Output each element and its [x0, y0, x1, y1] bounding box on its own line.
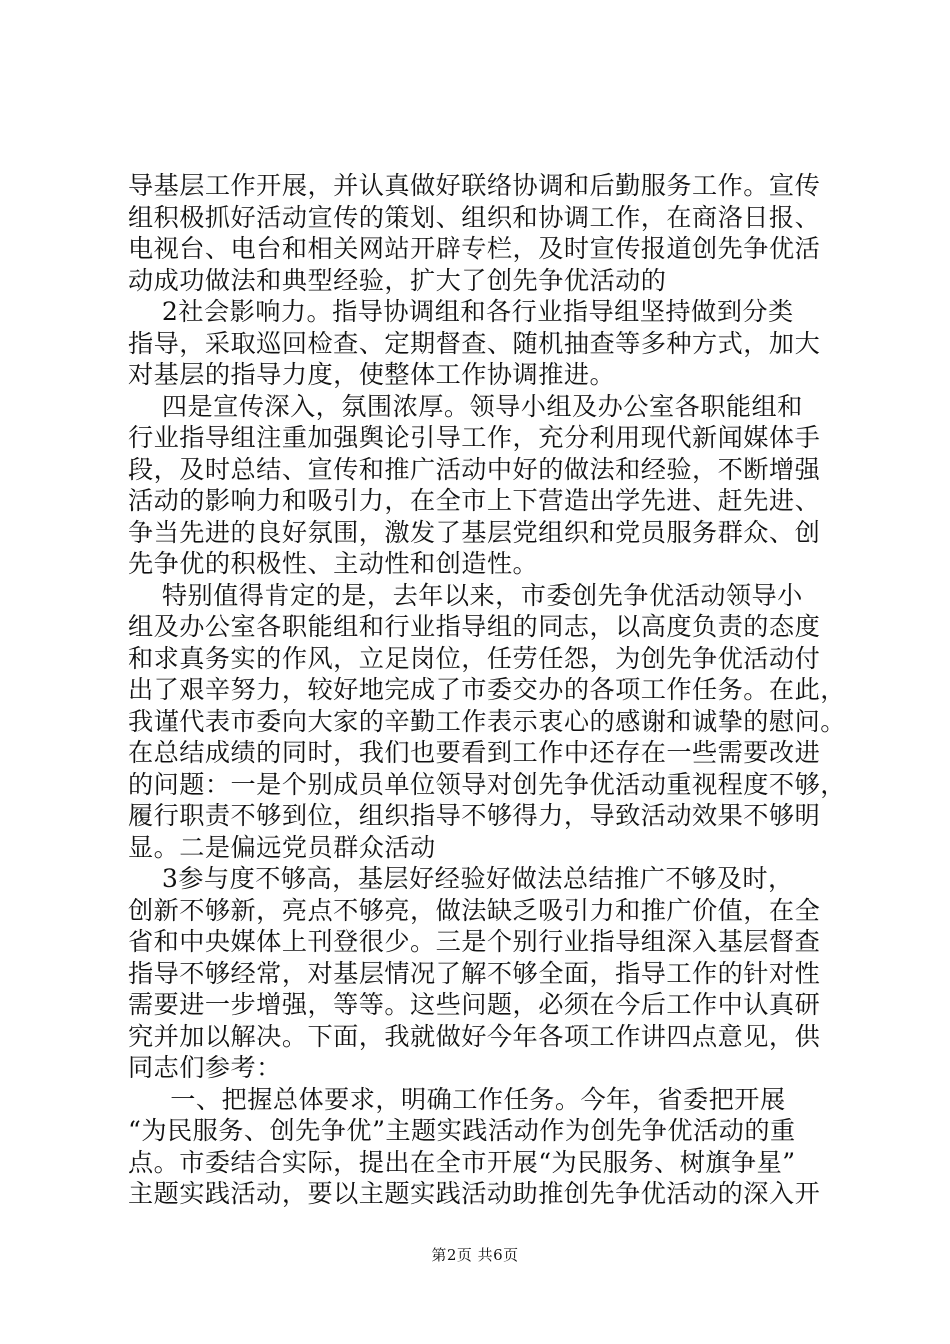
text-line: 主题实践活动，要以主题实践活动助推创先争优活动的深入开: [128, 1179, 821, 1208]
page-number: 第2页 共6页: [431, 1246, 519, 1264]
text-line: 活动的影响力和吸引力，在全市上下营造出学先进、赶先进、: [128, 486, 821, 515]
text-line: 争当先进的良好氛围，激发了基层党组织和党员服务群众、创: [128, 517, 821, 547]
text-line: 履行职责不够到位，组织指导不够得力，导致活动效果不够明: [128, 801, 821, 830]
text-line: 指导不够经常，对基层情况了解不够全面，指导工作的针对性: [128, 958, 821, 988]
text-line: 省和中央媒体上刊登很少。三是个别行业指导组深入基层督查: [128, 927, 821, 956]
text-line: 指导，采取巡回检查、定期督查、随机抽查等多种方式，加大: [128, 328, 821, 358]
text-line: 组积极抓好活动宣传的策划、组织和协调工作，在商洛日报、: [128, 202, 821, 232]
text-line: 需要进一步增强，等等。这些问题，必须在今后工作中认真研: [128, 990, 821, 1019]
text-line: 对基层的指导力度，使整体工作协调推进。: [128, 360, 616, 389]
text-line: 2社会影响力。指导协调组和各行业指导组坚持做到分类: [128, 297, 794, 326]
body-text: [128, 170, 846, 1210]
text-line: 段，及时总结、宣传和推广活动中好的做法和经验，不断增强: [128, 454, 821, 484]
text-line: 特别值得肯定的是，去年以来，市委创先争优活动领导小: [128, 580, 803, 610]
text-line: 究并加以解决。下面，我就做好今年各项工作讲四点意见，供: [128, 1021, 821, 1051]
text-line: 先争优的积极性、主动性和创造性。: [128, 549, 539, 578]
text-line: 我谨代表市委向大家的辛勤工作表示衷心的感谢和诚挚的慰问。: [128, 706, 846, 736]
text-line: 在总结成绩的同时，我们也要看到工作中还存在一些需要改进: [128, 738, 821, 767]
text-line: 的问题：一是个别成员单位领导对创先争优活动重视程度不够，: [128, 769, 846, 799]
text-line: 出了艰辛努力，较好地完成了市委交办的各项工作任务。在此，: [128, 675, 846, 704]
text-line: 显。二是偏远党员群众活动: [128, 832, 436, 862]
text-line: 组及办公室各职能组和行业指导组的同志，以高度负责的态度: [128, 612, 821, 641]
text-line: 3参与度不够高，基层好经验好做法总结推广不够及时，: [128, 864, 794, 893]
text-line: 和求真务实的作风，立足岗位，任劳任怨，为创先争优活动付: [128, 643, 821, 673]
text-line: 动成功做法和典型经验，扩大了创先争优活动的: [128, 265, 667, 295]
text-line: 导基层工作开展，并认真做好联络协调和后勤服务工作。宣传: [128, 171, 821, 200]
text-line: 同志们参考：: [128, 1053, 282, 1082]
text-line: “为民服务、创先争优”主题实践活动作为创先争优活动的重: [128, 1116, 796, 1145]
text-line: 行业指导组注重加强舆论引导工作，充分利用现代新闻媒体手: [128, 423, 821, 452]
text-line: 电视台、电台和相关网站开辟专栏，及时宣传报道创先争优活: [128, 234, 821, 263]
text-line: 四是宣传深入，氛围浓厚。领导小组及办公室各职能组和: [128, 391, 803, 421]
text-line: 一、把握总体要求，明确工作任务。今年，省委把开展: [128, 1084, 786, 1114]
text-line: 点。市委结合实际，提出在全市开展“为民服务、树旗争星”: [128, 1147, 796, 1177]
text-line: 创新不够新，亮点不够亮，做法缺乏吸引力和推广价值，在全: [128, 895, 821, 925]
